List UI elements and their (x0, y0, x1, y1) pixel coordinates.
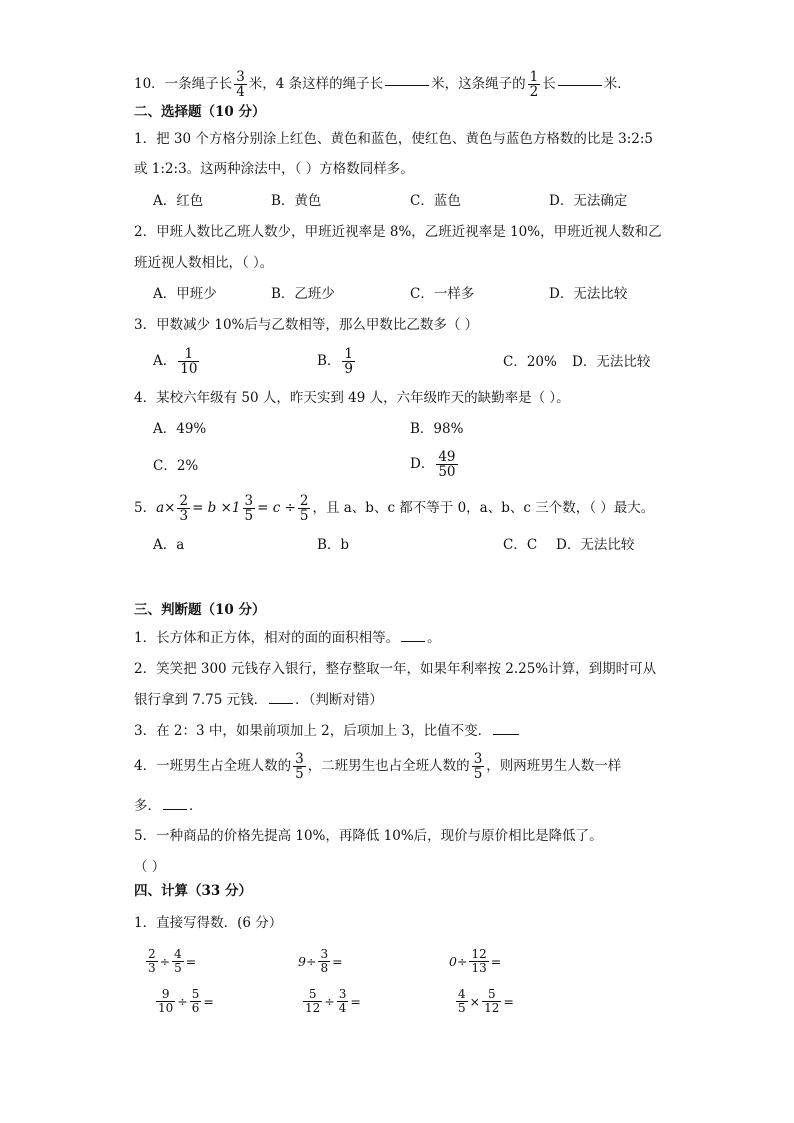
fraction: $\frac{9}{10}$ (158, 987, 174, 1015)
choice-q1-line1: 1．把 30 个方格分别涂上红色、黄色和蓝色，使红色、黄色与蓝色方格数的比是 3:2:5 (134, 131, 654, 147)
calc-item-1[interactable] (144, 948, 196, 974)
judge-q4-line1 (134, 752, 621, 781)
calc-item-6[interactable] (454, 988, 514, 1014)
fraction: $\frac{4}{5}$ (174, 947, 182, 975)
answer-blank[interactable] (401, 640, 425, 642)
fraction: $\frac{49}{50}$ (438, 449, 456, 481)
choice-q3-option-a[interactable] (153, 347, 201, 376)
fraction: $\frac{3}{5}$ (473, 751, 483, 783)
question-note: ．（判断对错） (295, 692, 383, 708)
section-title-judge: 三、判断题（10 分） (134, 602, 266, 618)
fraction: $\frac{5}{12}$ (305, 987, 321, 1015)
fraction: $\frac{5}{12}$ (484, 987, 500, 1015)
whole-number: 0 (449, 953, 457, 969)
fraction: $\frac{4}{5}$ (458, 987, 466, 1015)
choice-q1-line2: 或 1:2:3。这两种涂法中，（ ）方格数同样多。 (134, 161, 414, 177)
choice-q1-option-d[interactable]: D．无法确定 (549, 193, 628, 209)
times-sign: × (164, 499, 176, 516)
fraction: $\frac{12}{13}$ (471, 947, 487, 975)
equals-sign: = (203, 993, 214, 1009)
option-label: A． (153, 352, 177, 369)
choice-q4-option-d[interactable] (410, 450, 460, 479)
option-label: B． (317, 352, 341, 369)
operator: × (469, 993, 481, 1009)
judge-q4-line2 (134, 800, 203, 814)
choice-q5-option-c[interactable]: C．C (503, 537, 538, 553)
fraction: $\frac{1}{10}$ (180, 346, 198, 378)
question-text: ，则两班男生人数一样 (486, 757, 622, 774)
variable-a: a (156, 499, 165, 516)
question-text: ，二班男生也占全班人数的 (307, 757, 470, 774)
answer-blank[interactable] (269, 702, 293, 704)
question-text: 1．长方体和正方体，相对的面的面积相等。 (134, 630, 400, 646)
judge-q1 (134, 632, 441, 646)
option-label: D． (410, 455, 435, 472)
whole-number: 9 (298, 953, 306, 969)
choice-q5-option-d[interactable]: D．无法比较 (556, 537, 635, 553)
fraction: $\frac{2}{5}$ (299, 493, 309, 525)
q10-text-d: 长 (542, 75, 556, 92)
answer-blank[interactable] (493, 733, 519, 735)
q10-text-b: 米，4 条这样的绳子长 (248, 75, 384, 92)
judge-q5: 5．一种商品的价格先提高 10%，再降低 10%后，现价与原价相比是降低了。 (134, 828, 603, 844)
question-text: 银行拿到 7.75 元钱． (134, 692, 268, 708)
operator: ÷ (159, 953, 171, 969)
answer-blank[interactable] (558, 84, 602, 86)
judge-q2-line2 (134, 694, 383, 708)
expression-b: = b ×1 (192, 499, 241, 516)
fraction: $\frac{2}{3}$ (179, 493, 189, 525)
operator: ÷ (324, 993, 335, 1009)
judge-q2-line1: 2．笑笑把 300 元钱存入银行，整存整取一年，如果年利率按 2.25%计算，到期时可从 (134, 661, 657, 677)
q10-text-a: 10．一条绳子长 (134, 75, 233, 92)
fraction: $\frac{1}{9}$ (344, 346, 354, 378)
section-title-choice: 二、选择题（10 分） (134, 104, 266, 120)
choice-q1-option-a[interactable]: A．红色 (153, 193, 204, 209)
calc-item-2[interactable] (298, 948, 343, 974)
choice-q4-line1: 4．某校六年级有 50 人，昨天实到 49 人，六年级昨天的缺勤率是（ ）。 (134, 390, 570, 406)
answer-blank[interactable] (163, 808, 187, 810)
choice-q1-option-c[interactable]: C．蓝色 (410, 193, 461, 209)
question-text: 4．一班男生占全班人数的 (134, 757, 292, 774)
expression-c: = c ÷ (257, 499, 296, 516)
fraction: $\frac{3}{5}$ (295, 751, 304, 783)
section-title-calc: 四、计算（33 分） (134, 883, 252, 899)
choice-q3-line1: 3．甲数减少 10%后与乙数相等，那么甲数比乙数多（ ） (134, 317, 479, 333)
choice-q2-option-a[interactable]: A．甲班少 (153, 286, 217, 302)
calc-item-4[interactable] (154, 988, 214, 1014)
choice-q2-line2: 班近视人数相比，（ ）。 (134, 255, 274, 271)
choice-q3-option-d[interactable]: D．无法比较 (572, 354, 651, 370)
choice-q5-option-a[interactable]: A．a (153, 537, 185, 553)
punctuation: ． (189, 798, 203, 814)
question-text: ，且 a、b、c 都不等于 0，a、b、c 三个数，（ ）最大。 (312, 499, 655, 516)
choice-q2-option-c[interactable]: C．一样多 (410, 286, 475, 302)
fraction: $\frac{1}{2}$ (529, 69, 539, 101)
calc-item-3[interactable] (449, 948, 501, 974)
question-text: 多． (134, 798, 161, 814)
equals-sign: = (332, 953, 343, 969)
q10-line (134, 70, 631, 99)
q10-text-c: 米，这条绳子的 (431, 75, 526, 92)
choice-q4-option-a[interactable]: A．49% (153, 421, 207, 437)
judge-q3 (134, 725, 521, 739)
operator: ÷ (177, 993, 188, 1009)
equals-sign: = (490, 953, 502, 969)
operator: ÷ (456, 953, 468, 969)
fraction: $\frac{2}{3}$ (148, 947, 156, 975)
choice-q4-option-c[interactable]: C．2% (153, 458, 199, 474)
judge-q5-answer-paren[interactable]: （ ） (134, 859, 166, 875)
equals-sign: = (350, 993, 361, 1009)
calc-q1-title: 1．直接写得数．(6 分） (134, 915, 283, 931)
choice-q5-line1 (134, 494, 654, 523)
choice-q1-option-b[interactable]: B．黄色 (271, 193, 322, 209)
fraction: $\frac{3}{4}$ (338, 987, 347, 1015)
equals-sign: = (503, 993, 514, 1009)
answer-blank[interactable] (385, 84, 429, 86)
calc-item-5[interactable] (301, 988, 361, 1014)
choice-q5-option-b[interactable]: B．b (317, 537, 350, 553)
choice-q2-option-d[interactable]: D．无法比较 (549, 286, 628, 302)
question-number: 5． (134, 499, 157, 516)
choice-q4-option-b[interactable]: B．98% (410, 421, 464, 437)
choice-q3-option-c[interactable]: C．20% (503, 354, 557, 370)
punctuation: 。 (427, 630, 441, 646)
choice-q2-line1: 2．甲班人数比乙班人数少，甲班近视率是 8%，乙班近视率是 10%，甲班近视人数和乙 (134, 224, 662, 240)
q10-text-e: 米． (603, 75, 631, 92)
choice-q3-option-b[interactable] (317, 347, 357, 376)
fraction: $\frac{3}{5}$ (244, 493, 254, 525)
equals-sign: = (185, 953, 197, 969)
fraction: $\frac{3}{4}$ (236, 69, 245, 101)
question-text: 3．在 2：3 中，如果前项加上 2，后项加上 3，比值不变． (134, 723, 492, 739)
fraction: $\frac{3}{8}$ (320, 947, 329, 975)
operator: ÷ (305, 953, 317, 969)
choice-q2-option-b[interactable]: B．乙班少 (271, 286, 335, 302)
fraction: $\frac{5}{6}$ (191, 987, 200, 1015)
